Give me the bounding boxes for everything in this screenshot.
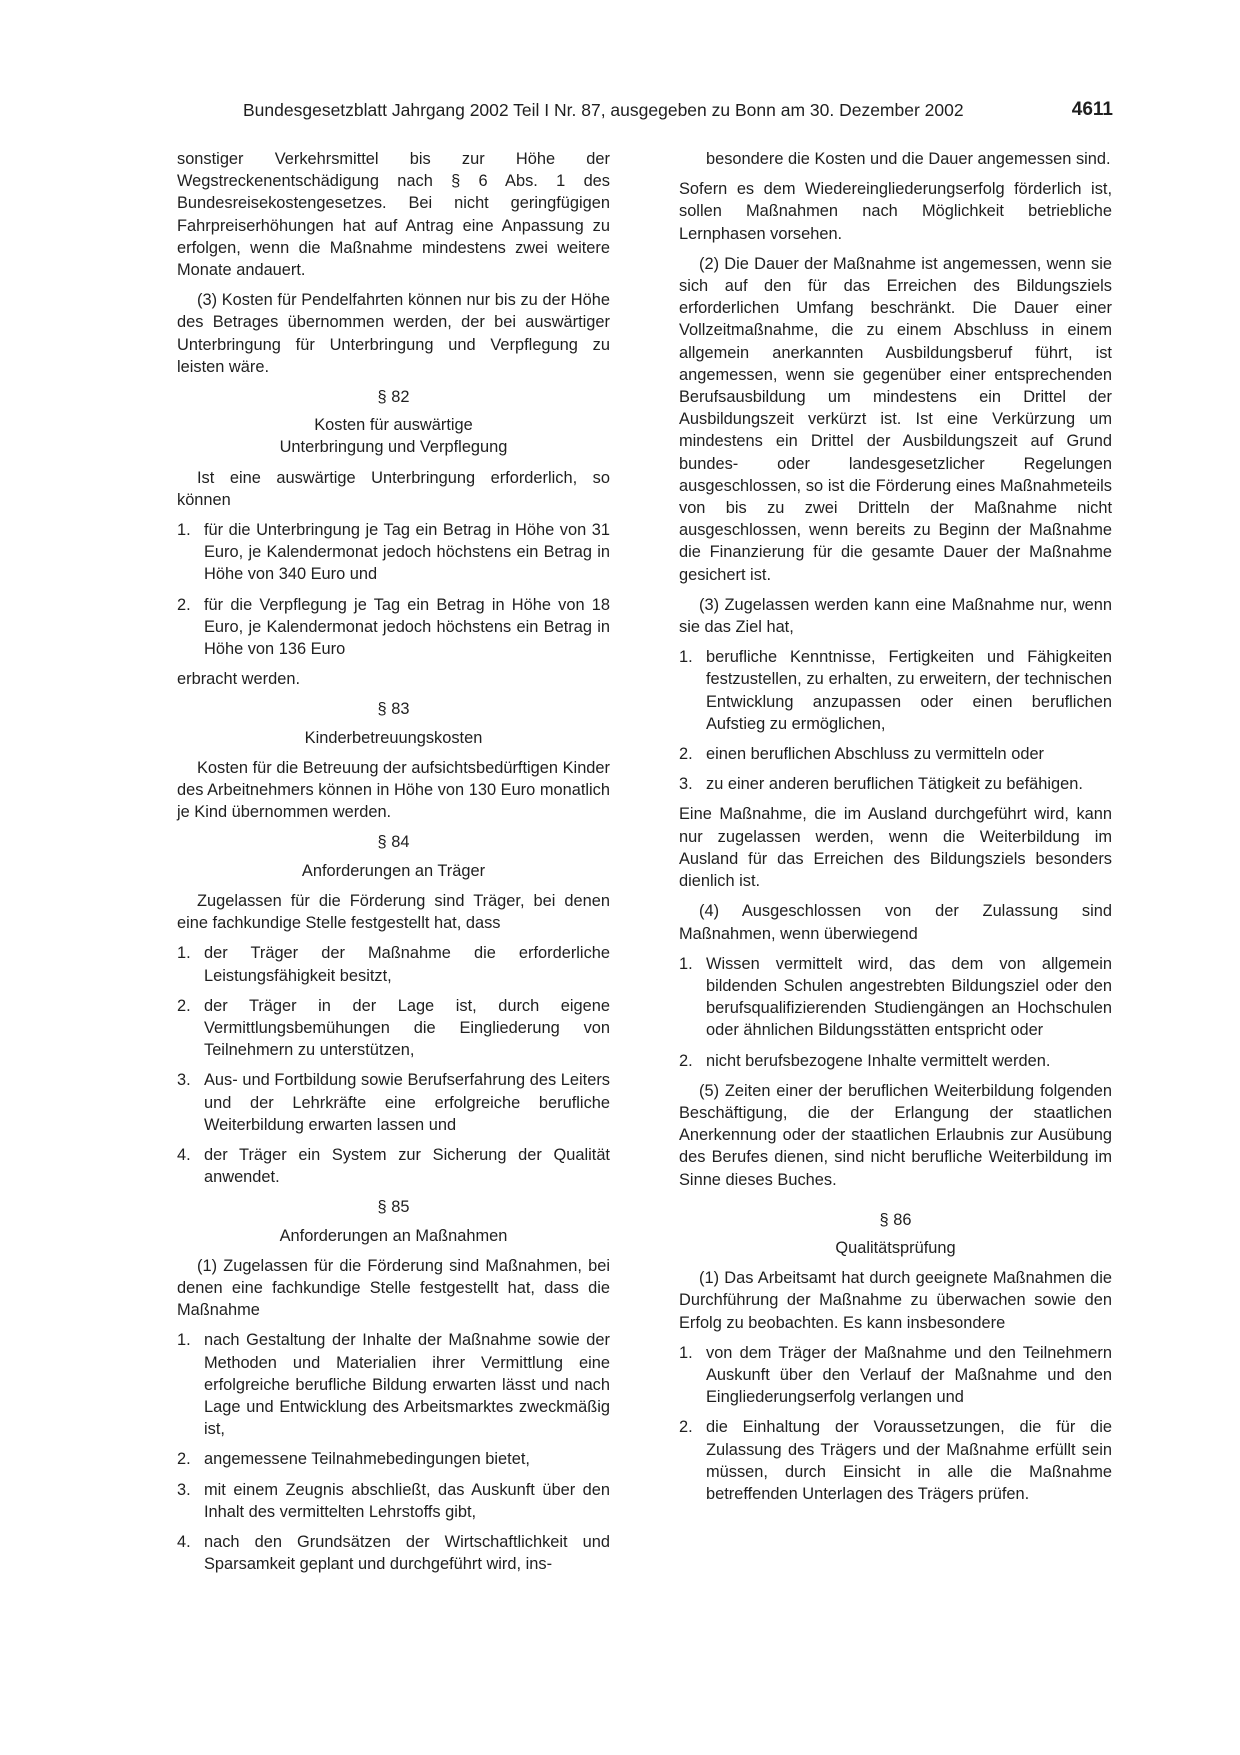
list-number: 3. — [177, 1071, 191, 1090]
section-title — [177, 414, 610, 458]
paragraph: erbracht werden. — [177, 670, 300, 689]
list-item-text: für die Verpflegung je Tag ein Betrag in Höhe von 18 Euro, je Kalendermonat jedoch höchstens ein Betrag in Höhe von 136 Euro — [204, 595, 610, 659]
page-header — [243, 100, 1113, 130]
list-item — [177, 1531, 610, 1575]
paragraph: (4) Ausgeschlossen von der Zulassung sind Maßnahmen, wenn überwiegend — [679, 902, 1112, 943]
list-item — [679, 953, 1112, 1042]
numbered-list — [177, 942, 610, 1188]
section-title-line: Kosten für auswärtige — [314, 416, 473, 435]
list-item-text: Aus- und Fortbildung sowie Berufserfahrung des Leiters und der Lehrkräfte eine erfolgreiche berufliche Weiterbildung erwarten lassen und — [204, 1071, 610, 1134]
list-item-text: nach den Grundsätzen der Wirtschaftlichkeit und Sparsamkeit geplant und durchgeführt wird, ins- — [204, 1532, 610, 1574]
list-item-text: berufliche Kenntnisse, Fertigkeiten und Fähigkeiten festzustellen, zu erhalten, zu erweitern, der technischen Entwicklung anzupassen oder einen beruflichen Aufstieg zu ermöglichen, — [706, 648, 1112, 733]
list-item-continuation: besondere die Kosten und die Dauer angemessen sind. — [706, 150, 1111, 168]
list-item-text: nach Gestaltung der Inhalte der Maßnahme sowie der Methoden und Materialien ihrer Vermittlung eine erfolgreiche berufliche Bildung erwarten lässt und nach Lage und Entwicklung des Arbeitsmarktes zweckmäßig ist, — [204, 1331, 610, 1439]
paragraph: (1) Das Arbeitsamt hat durch geeignete Maßnahmen die Durchführung der Maßnahme zu überwachen sowie den Erfolg zu beobachten. Es kann insbesondere — [679, 1269, 1112, 1332]
list-item-text: die Einhaltung der Voraussetzungen, die für die Zulassung des Trägers und der Maßnahme erfüllt sein müssen, durch Einsicht in alle die Maßnahme betreffenden Unterlagen des Trägers prüfen. — [706, 1418, 1112, 1503]
paragraph: Ist eine auswärtige Unterbringung erforderlich, so können — [177, 468, 610, 509]
list-item — [177, 1069, 610, 1136]
list-number: 1. — [177, 944, 191, 963]
list-item-text: nicht berufsbezogene Inhalte vermittelt werden. — [706, 1051, 1051, 1070]
paragraph: (2) Die Dauer der Maßnahme ist angemessen, wenn sie sich auf den für das Erreichen des Bildungsziels erforderlichen Umfang beschränkt. Die Dauer einer Vollzeitmaßnahme, die zu einem Abschluss in einem allgemein anerkannten Ausbildungsberuf führt, ist angemessen, wenn sie gegenüber einer entsprechenden Berufsausbildung um mindestens ein Drittel der Ausbildungszeit verkürzt ist. Ist eine Verkürzung um mindestens ein Drittel der Ausbildungszeit auf Grund bundes- oder landesgesetzlicher Regelungen ausgeschlossen, so ist die Förderung eines Maßnahmeteils von bis zu zwei Dritteln der Maßnahme nicht ausgeschlossen, wenn bereits zu Beginn der Maßnahme die Finanzierung für die gesamte Dauer der Maßnahme gesichert ist. — [679, 254, 1112, 584]
list-item-text: von dem Träger der Maßnahme und den Teilnehmern Auskunft über den Verlauf der Maßnahme und den Eingliederungserfolg verlangen und — [706, 1343, 1112, 1407]
right-column — [679, 148, 1112, 1513]
section-number: § 84 — [377, 833, 410, 852]
list-item — [177, 594, 610, 661]
list-item-text: Wissen vermittelt wird, das dem von allgemein bildenden Schulen angestrebten Bildungsziel oder den berufsqualifizierenden Studiengängen an Hochschulen oder ähnlichen Bildungsstätten entspricht oder — [706, 954, 1112, 1040]
paragraph: sonstiger Verkehrsmittel bis zur Höhe der Wegstreckenentschädigung nach § 6 Abs. 1 des Bundesreisekostengesetzes. Bei nicht geringfügigen Fahrpreiserhöhungen hat auf Antrag eine Anpassung zu erfolgen, wenn die Maßnahme mindestens zwei weitere Monate andauert. — [177, 150, 610, 280]
list-number: 1. — [177, 1331, 191, 1350]
list-item — [679, 1416, 1112, 1505]
list-number: 1. — [679, 954, 693, 973]
list-item-text: der Träger in der Lage ist, durch eigene Vermittlungsbemühungen die Eingliederung von Teilnehmern zu unterstützen, — [204, 996, 610, 1060]
list-item — [679, 1050, 1112, 1072]
list-item-text: zu einer anderen beruflichen Tätigkeit zu befähigen. — [706, 775, 1083, 794]
section-title: Anforderungen an Träger — [301, 861, 486, 880]
list-number: 2. — [679, 745, 693, 764]
list-item-text: der Träger der Maßnahme die erforderliche Leistungsfähigkeit besitzt, — [204, 944, 610, 985]
numbered-list — [679, 646, 1112, 795]
list-number: 4. — [177, 1532, 191, 1551]
numbered-list — [679, 1342, 1112, 1505]
list-item — [177, 1479, 610, 1523]
section-number: § 86 — [879, 1210, 912, 1229]
list-number: 1. — [177, 521, 191, 540]
paragraph: Sofern es dem Wiedereingliederungserfolg förderlich ist, sollen Maßnahmen nach Möglichkeit betriebliche Lernphasen vorsehen. — [679, 180, 1112, 243]
list-number: 2. — [679, 1418, 693, 1437]
list-number: 2. — [177, 595, 191, 614]
paragraph: (3) Zugelassen werden kann eine Maßnahme nur, wenn sie das Ziel hat, — [679, 595, 1112, 637]
list-item — [177, 995, 610, 1062]
paragraph: (1) Zugelassen für die Förderung sind Maßnahmen, bei denen eine fachkundige Stelle festgestellt hat, dass die Maßnahme — [177, 1256, 610, 1320]
paragraph: (3) Kosten für Pendelfahrten können nur bis zu der Höhe des Betrages übernommen werden, der bei auswärtiger Unterbringung für Unterbringung und Verpflegung zu leisten wäre. — [177, 291, 610, 376]
numbered-list — [177, 1329, 610, 1575]
list-item — [679, 1342, 1112, 1409]
section-number: § 82 — [377, 388, 410, 407]
list-number: 1. — [679, 648, 693, 667]
section-title-line: Unterbringung und Verpflegung — [279, 438, 508, 457]
list-item — [177, 942, 610, 986]
page-number: 4611 — [1071, 99, 1113, 120]
list-number: 2. — [177, 996, 191, 1015]
list-number: 3. — [679, 775, 693, 794]
list-item — [177, 1329, 610, 1440]
section-title: Kinderbetreuungskosten — [304, 728, 483, 747]
left-column — [177, 148, 610, 1583]
list-item — [679, 773, 1112, 795]
paragraph: Kosten für die Betreuung der aufsichtsbedürftigen Kinder des Arbeitnehmers können in Höhe von 130 Euro monatlich je Kind übernommen werden. — [177, 758, 610, 822]
list-number: 4. — [177, 1145, 191, 1164]
list-item-text: für die Unterbringung je Tag ein Betrag in Höhe von 31 Euro, je Kalendermonat jedoch höchstens ein Betrag in Höhe von 340 Euro und — [204, 521, 610, 584]
section-number: § 85 — [377, 1198, 410, 1217]
numbered-list — [679, 953, 1112, 1072]
list-item-text: einen beruflichen Abschluss zu vermitteln oder — [706, 745, 1045, 764]
list-number: 2. — [679, 1051, 693, 1070]
header-title: Bundesgesetzblatt Jahrgang 2002 Teil I Nr. 87, ausgegeben zu Bonn am 30. Dezember 2002 — [243, 100, 964, 120]
paragraph: (5) Zeiten einer der beruflichen Weiterbildung folgenden Beschäftigung, die der Erlangung der staatlichen Anerkennung oder der staatlichen Erlaubnis zur Ausübung des Berufes dienen, sind nicht berufliche Weiterbildung im Sinne dieses Buches. — [679, 1081, 1112, 1189]
list-item-text: mit einem Zeugnis abschließt, das Auskunft über den Inhalt des vermittelten Lehrstoffs gibt, — [204, 1480, 610, 1521]
list-item — [679, 743, 1112, 765]
paragraph: Zugelassen für die Förderung sind Träger, bei denen eine fachkundige Stelle festgestellt hat, dass — [177, 891, 610, 933]
list-item-text: der Träger ein System zur Sicherung der Qualität anwendet. — [204, 1145, 610, 1187]
list-item — [177, 519, 610, 586]
section-title: Qualitätsprüfung — [835, 1238, 956, 1257]
list-number: 3. — [177, 1480, 191, 1499]
section-title: Anforderungen an Maßnahmen — [279, 1226, 508, 1245]
paragraph: Eine Maßnahme, die im Ausland durchgeführt wird, kann nur zugelassen werden, wenn die Weiterbildung im Ausland für das Erreichen des Bildungsziels besonders dienlich ist. — [679, 805, 1112, 891]
list-item-text: angemessene Teilnahmebedingungen bietet, — [204, 1450, 530, 1469]
list-number: 2. — [177, 1450, 191, 1469]
list-item — [177, 1448, 610, 1470]
section-number: § 83 — [377, 700, 410, 719]
numbered-list — [177, 519, 610, 660]
list-item — [177, 1144, 610, 1188]
list-number: 1. — [679, 1343, 693, 1362]
list-item — [679, 646, 1112, 735]
